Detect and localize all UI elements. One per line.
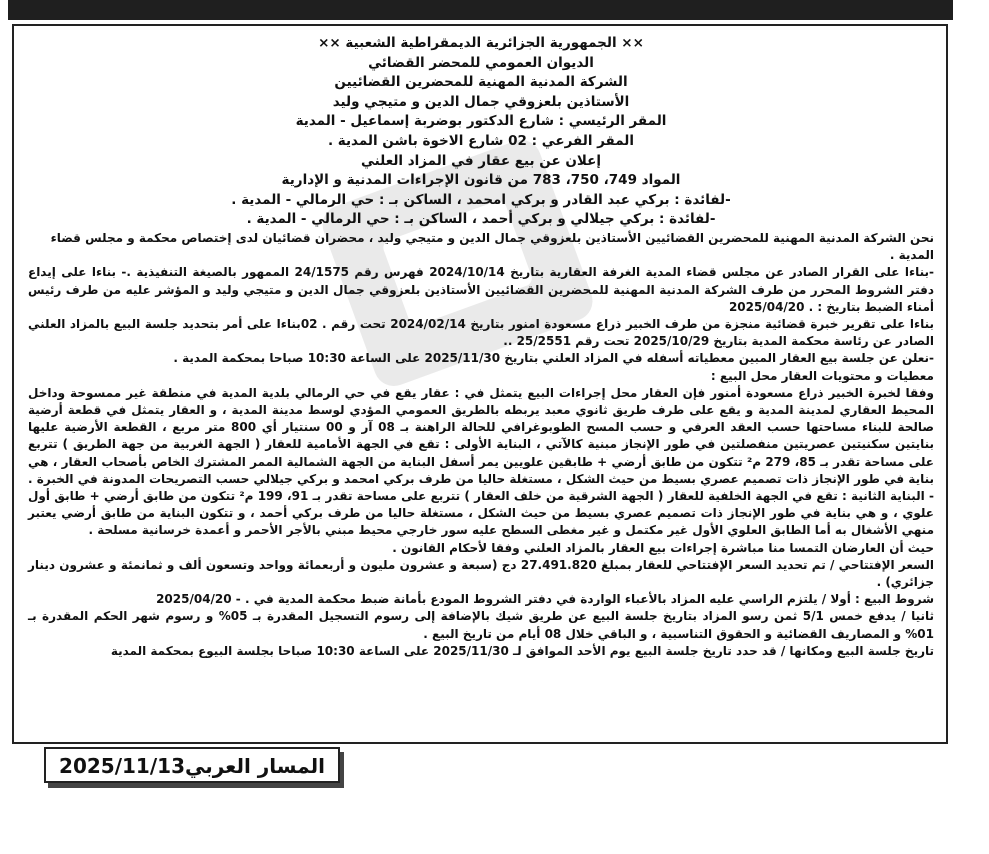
header-line-1: ×× الجمهورية الجزائرية الديمقراطية الشعبية ×× [318,35,644,51]
announcement-frame [12,24,948,744]
top-bar [8,0,953,20]
header-line-7: إعلان عن بيع عقار في المزاد العلني [361,152,601,169]
paragraph-property-heading: معطيات و محتويات العقار محل البيع : [710,368,934,383]
paragraph-intro: نحن الشركة المدنية المهنية للمحضرين القضائيين الأستاذين بلعزوقي جمال الدين و متيجي وليد ، محضران قضائيان لدى إختصاص محكمة و مجلس قضاء المدية . [50,230,934,263]
paragraph-expertise: بناءا على تقرير خبرة قضائية منجزة من طرف الخبير ذراع مسعودة امنور بتاريخ 2024/02/14 تحت رقم . 02بناءا على أمر بتحديد جلسة البيع بالمزاد العلني الصادر عن رئاسة محكمة المدية بتاريخ 2025/10/29 تحت رقم 25/2551 .. [28,316,934,349]
header-line-6: المقر الفرعي : 02 شارع الاخوة باشن المدية . [327,132,635,149]
header-line-9: -لفائدة : بركي عبد القادر و بركي امحمد ، الساكن بـ : حي الرمالي - المدية . [231,191,731,208]
header-line-10: -لفائدة : بركي جيلالي و بركي أحمد ، الساكن بـ : حي الرمالي - المدية . [246,211,716,228]
publication-box [44,747,340,783]
header-line-2: الديوان العمومي للمحضر القضائي [368,54,594,71]
paragraph-conditions-2: ثانيا / يدفع خمس 5/1 ثمن رسو المزاد بتاريخ جلسة البيع عن طريق شيك بالإضافة إلى رسوم التسجيل المقدرة بـ 05% و رسوم شهر الحكم المقدرة بـ 01% و المصاريف القضائية و الحقوق التناسبية ، و الباقي خلال 08 أيام من تاريخ البيع . [28,609,934,641]
newspaper-name: المسار العربي [184,754,325,778]
announcement-text [28,34,934,660]
header-line-8: المواد 749، 750، 783 من قانون الإجراءات المدنية و الإدارية [281,172,681,189]
paragraph-sale-date: تاريخ جلسة البيع ومكانها / قد حدد تاريخ جلسة البيع يوم الأحد الموافق لـ 2025/11/30 على الساعة 10:30 صباحا بجلسة البيوع بمحكمة المدية [110,643,934,658]
paragraph-conditions-1: شروط البيع : أولا / يلتزم الراسي عليه المزاد بالأعباء الواردة في دفتر الشروط المودع بأمانة ضبط محكمة المدية في . - 2025/04/20 [156,592,934,607]
paragraph-request: حيث أن العارضان التمسا منا مباشرة إجراءات بيع العقار بالمزاد العلني وفقا لأحكام القانون . [392,540,934,555]
paragraph-opening-price: السعر الإفتتاحي / تم تحديد السعر الإفتتاحي للعقار بمبلغ 27.491.820 دج (سبعة و عشرون مليون و أربعمائة وواحد وتسعون ألف و ثمانمئة و عشرون دينار جزائري) . [28,557,935,589]
paragraph-decision: -بناءا على القرار الصادر عن مجلس قضاء المدية الغرفة العقارية بتاريخ 2024/10/14 فهرس رقم 24/1575 الممهور بالصيغة التنفيذية .- بناءا على إيداع دفتر الشروط المحرر من طرف الشركة المدنية المهنية للمحضرين القضائيين الأستاذين بلعزوقي جمال الدين و متيجي وليد و المؤشر عليه من طرف رئيس أمناء الضبط بتاريخ : . 2025/04/20 [28,265,934,314]
header-line-5: المقر الرئيسي : شارع الدكتور بوضربة إسماعيل - المدية [295,113,667,130]
paragraph-property-description: وفقا لخبرة الخبير ذراع مسعودة أمنور فإن العقار محل إجراءات البيع يتمثل في : عقار يقع في حي الرمالي بلدية المدية في منطقة غير ممسوحة وداخل المحيط العقاري لمدينة المدية و يقع على طرف طريق ثانوي معبد يربطه بالطريق العمومي المؤدي لوسط مدينة المدية ، و العقار يتمثل في قطعة أرضية صالحة للبناء مساحتها حسب العقد العرفي و حسب المسح الطوبوغرافي للحالة الراهنة بـ 08 آر و 00 سنتيار أي 800 متر مربع ، القطعة الأرضية عليها بنايتين سكنيتين عصريتين منفصلتين في طور الإنجاز مبنية كالآتي ، البناية الأولى : تقع في الجهة الأمامية للعقار ( الجهة الغربية من جهة الطريق ) تتربع على مساحة تقدر بـ 85، 279 م² تتكون من طابق أرضي + طابقين علويين يمر أسفل البناية من الجهة الشمالية الممر المشترك الخاص بأصحاب العقار ، هي بناية في طور الإنجاز ذات تصميم عصري بسيط من حيث الشكل ، مستغلة حاليا من طرف بركي امحمد و بركي جيلالي حسب التصريحات المدونة في الخبرة . - البناية الثانية : تقع في الجهة الخلفية للعقار ( الجهة الشرقية من خلف العقار ) تتربع على مساحة تقدر بـ 91، 199 م² تتكون من طابق أرضي + طابق أول علوي ، و هي بناية في طور الإنجاز ذات تصميم عصري بسيط من حيث الشكل ، مستغلة حاليا من طرف بركي أحمد ، و تتكون البناية من طابق أرضي يعتبر منهي الأشغال به أما الطابق العلوي الأول غير مكتمل و غير مغطى السطح عليه سور خارجي محيط مبني بالأجر الأحمر و أعمدة خرسانية مسلحة . [28,385,935,538]
publication-label [46,751,338,781]
publication-date: 2025/11/13 [59,754,185,778]
paragraph-session: -نعلن عن جلسة بيع العقار المبين معطياته أسفله في المزاد العلني بتاريخ 2025/11/30 على الساعة 10:30 صباحا بمحكمة المدية . [173,351,934,366]
header-line-4: الأستاذين بلعزوقي جمال الدين و متيجي وليد [332,93,630,110]
header-line-3: الشركة المدنية المهنية للمحضرين القضائيين [334,74,628,91]
